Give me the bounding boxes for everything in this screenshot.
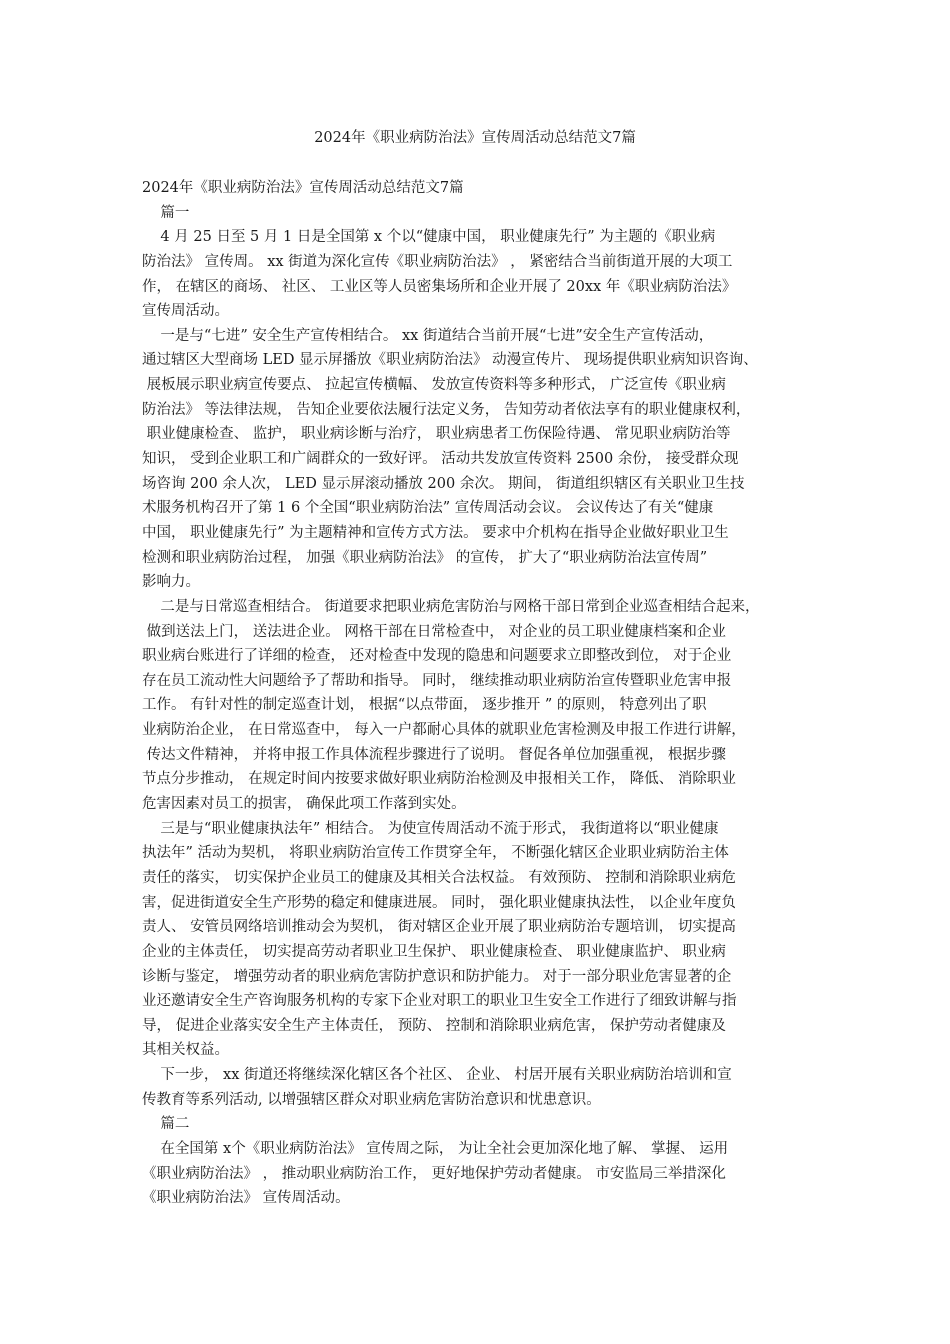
text-line: 展板展示职业病宣传要点、 拉起宣传横幅、 发放宣传资料等多种形式， 广泛宣传《职业病: [142, 377, 726, 394]
text-line: 存在员工流动性大问题给予了帮助和指导。 同时， 继续推动职业病防治宣传暨职业危害申报: [142, 672, 732, 689]
text-line: 知识， 受到企业职工和广阔群众的一致好评。 活动共发放宣传资料 2500 余份， 接受群众现: [142, 451, 739, 468]
text-line: 场咨询 200 余人次， LED 显示屏滚动播放 200 余次。 期间， 街道组织辖区有关职业卫生技: [142, 475, 745, 492]
text-line: 《职业病防治法》 宣传周活动。: [142, 1190, 350, 1207]
text-line: 术服务机构召开了第 1 6 个全国“职业病防治法” 宣传周活动会议。 会议传达了有关“健康: [142, 500, 714, 517]
text-line: 执法年” 活动为契机， 将职业病防治宣传工作贯穿全年， 不断强化辖区企业职业病防治主体: [142, 845, 729, 862]
text-line: 2024年《职业病防治法》宣传周活动总结范文7篇: [142, 180, 464, 196]
page-title: 2024年《职业病防治法》宣传周活动总结范文7篇: [314, 130, 636, 146]
text-line: 篇二: [142, 1116, 190, 1133]
text-line: 中国， 职业健康先行” 为主题精神和宣传方式方法。 要求中介机构在指导企业做好职业卫生: [142, 524, 729, 541]
text-line: 做到送法上门， 送法进企业。 网格干部在日常检查中， 对企业的员工职业健康档案和企业: [142, 623, 726, 640]
text-line: 《职业病防治法》 ， 推动职业病防治工作， 更好地保护劳动者健康。 市安监局三举措深化: [142, 1165, 726, 1182]
document-body: [142, 176, 814, 1211]
text-line: 三是与“职业健康执法年” 相结合。 为使宣传周活动不流于形式， 我街道将以“职业健康: [142, 820, 719, 837]
text-line: 作， 在辖区的商场、 社区、 工业区等人员密集场所和企业开展了 20xx 年《职业病防治法》: [142, 278, 737, 295]
text-line: 二是与日常巡查相结合。 街道要求把职业病危害防治与网格干部日常到企业巡查相结合起来，: [142, 598, 760, 615]
text-line: 其相关权益。: [142, 1042, 229, 1059]
text-line: 诊断与鉴定， 增强劳动者的职业病危害防护意识和防护能力。 对于一部分职业危害显著的企: [142, 968, 732, 985]
text-line: 危害因素对员工的损害， 确保此项工作落到实处。: [142, 796, 466, 813]
text-line: 通过辖区大型商场 LED 显示屏播放《职业病防治法》 动漫宣传片、 现场提供职业病知识咨询、: [142, 352, 758, 369]
text-line: 防治法》 等法律法规， 告知企业要依法履行法定义务， 告知劳动者依法享有的职业健康权利，: [142, 401, 751, 418]
text-line: 4 月 25 日至 5 月 1 日是全国第 x 个以“健康中国， 职业健康先行” 为主题的《职业病: [142, 229, 716, 246]
text-line: 在全国第 x个《职业病防治法》 宣传周之际， 为让全社会更加深化地了解、 掌握、 运用: [142, 1140, 729, 1157]
text-line: 职业健康检查、 监护， 职业病诊断与治疗， 职业病患者工伤保险待遇、 常见职业病防治等: [142, 426, 731, 443]
text-line: 篇一: [142, 204, 190, 221]
text-line: 导， 促进企业落实安全生产主体责任， 预防、 控制和消除职业病危害， 保护劳动者健康及: [142, 1017, 726, 1034]
text-line: 业还邀请安全生产咨询服务机构的专家下企业对职工的职业卫生安全工作进行了细致讲解与指: [142, 993, 737, 1010]
text-line: 害，促进街道安全生产形势的稳定和健康进展。 同时， 强化职业健康执法性， 以企业年度负: [142, 894, 736, 911]
text-line: 一是与“七进” 安全生产宣传相结合。 xx 街道结合当前开展“七进”安全生产宣传活动，: [142, 327, 714, 344]
text-line: 传教育等系列活动, 以增强辖区群众对职业病危害防治意识和忧患意识。: [142, 1091, 601, 1108]
text-line: 企业的主体责任， 切实提高劳动者职业卫生保护、 职业健康检查、 职业健康监护、 职业病: [142, 943, 726, 960]
text-line: 影响力。: [142, 574, 200, 591]
text-line: 责任的落实， 切实保护企业员工的健康及其相关合法权益。 有效预防、 控制和消除职业病危: [142, 869, 736, 886]
text-line: 检测和职业病防治过程， 加强《职业病防治法》 的宣传， 扩大了“职业病防治法宣传周”: [142, 549, 708, 566]
text-line: 节点分步推动， 在规定时间内按要求做好职业病防治检测及申报相关工作， 降低、 消除职业: [142, 771, 736, 788]
text-line: 传达文件精神， 并将申报工作具体流程步骤进行了说明。 督促各单位加强重视， 根据步骤: [142, 746, 726, 763]
text-line: 宣传周活动。: [142, 303, 229, 320]
text-line: 工作。 有针对性的制定巡查计划， 根据“以点带面， 逐步推开 ” 的原则， 特意列出了职: [142, 697, 707, 714]
text-line: 责人、 安管员网络培训推动会为契机， 街对辖区企业开展了职业病防治专题培训， 切实提高: [142, 919, 736, 936]
text-line: 职业病台账进行了详细的检查， 还对检查中发现的隐患和问题要求立即整改到位， 对于企业: [142, 648, 732, 665]
text-line: 防治法》 宣传周。 xx 街道为深化宣传《职业病防治法》 ， 紧密结合当前街道开展的大项工: [142, 253, 733, 270]
text-line: 业病防治企业， 在日常巡查中， 每入一户都耐心具体的就职业危害检测及申报工作进行讲解，: [142, 722, 746, 739]
text-line: 下一步， xx 街道还将继续深化辖区各个社区、 企业、 村居开展有关职业病防治培训和宣: [142, 1067, 732, 1084]
